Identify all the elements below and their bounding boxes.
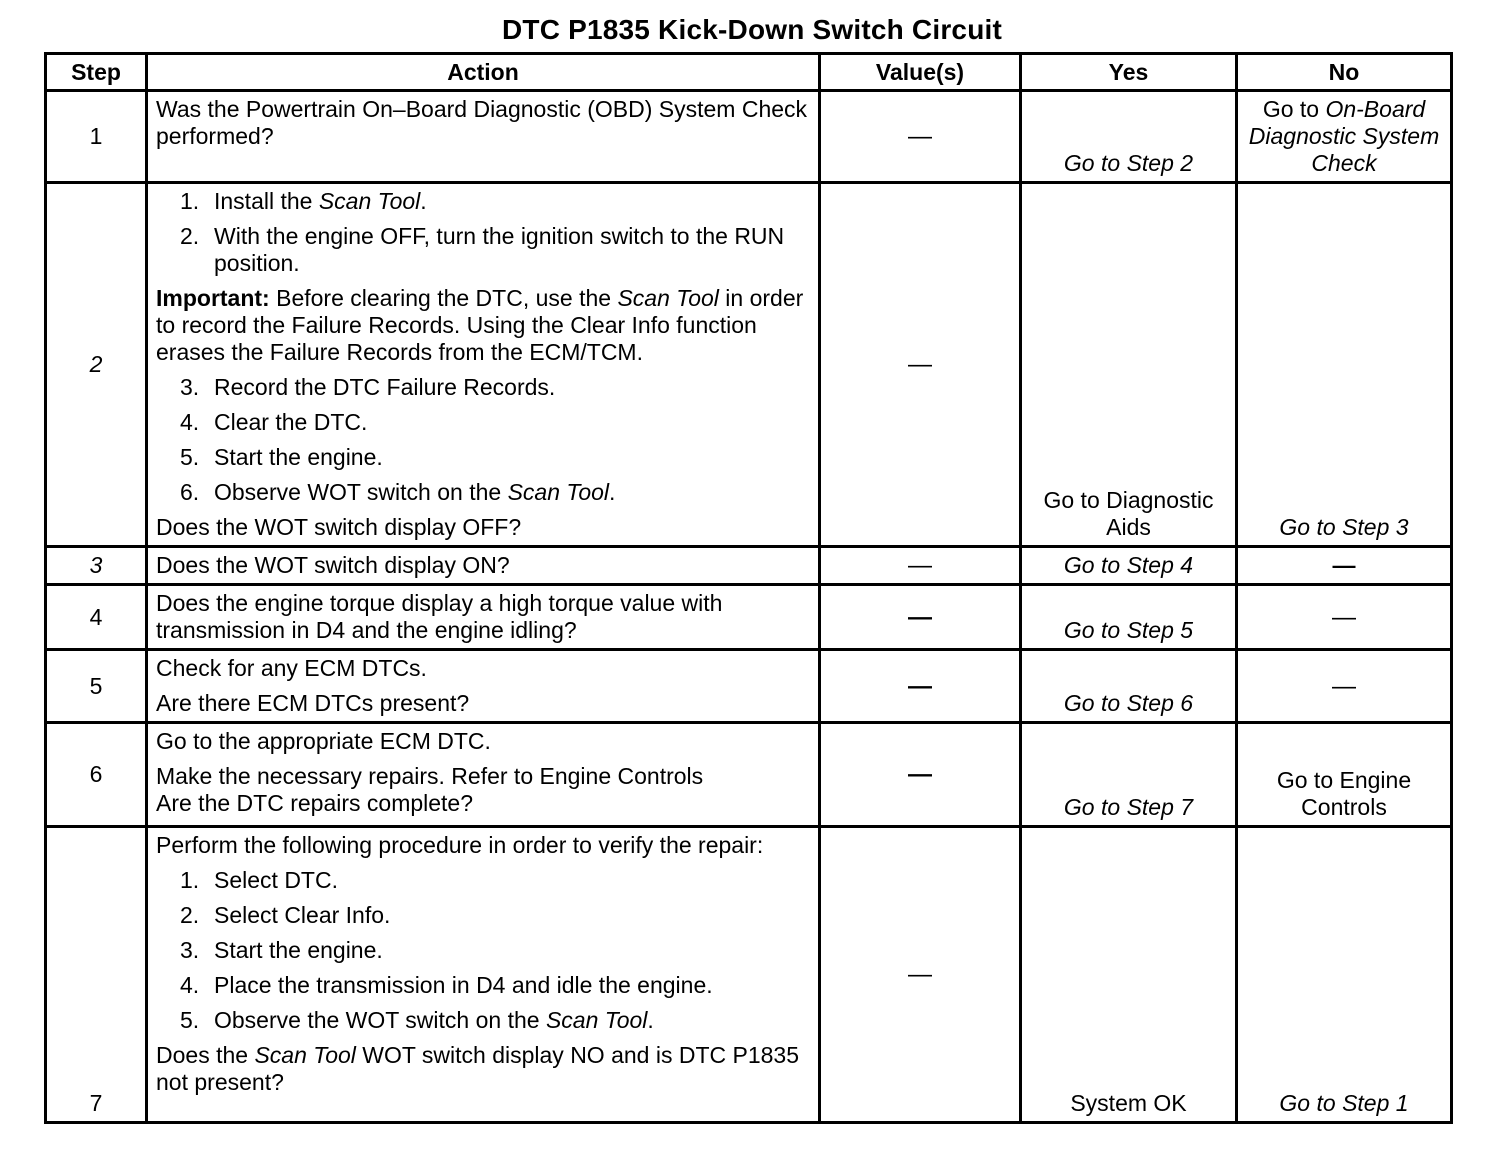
action-question: Does the WOT switch display OFF? xyxy=(156,514,522,540)
yes-cell: Go to Step 6 xyxy=(1021,650,1237,723)
yes-cell: Go to Step 5 xyxy=(1021,585,1237,650)
value-cell: — xyxy=(820,723,1021,827)
action-cell xyxy=(147,91,820,183)
step-number: 1 xyxy=(46,91,147,183)
table-row xyxy=(46,650,1452,723)
step-number: 3 xyxy=(46,547,147,585)
step-number: 6 xyxy=(46,723,147,827)
yes-cell: Go to Step 7 xyxy=(1021,723,1237,827)
action-cell xyxy=(147,723,820,827)
procedure-step: 5. Observe the WOT switch on the Scan Tool. xyxy=(180,1007,654,1033)
important-note: Important: Before clearing the DTC, use the Scan Tool in order to record the Failure Records. Using the Clear Info function erases the Failure Records from the ECM/TCM. xyxy=(156,285,804,365)
action-cell xyxy=(147,827,820,1123)
action-cell xyxy=(147,650,820,723)
action-question: Was the Powertrain On–Board Diagnostic (OBD) System Check performed? xyxy=(156,96,808,149)
no-prefix: Go to xyxy=(1262,96,1326,122)
step-number: 4 xyxy=(46,585,147,650)
procedure-step: 2. With the engine OFF, turn the ignition switch to the RUN position. xyxy=(180,223,785,276)
action-question: Does the Scan Tool WOT switch display NO and is DTC P1835 not present? xyxy=(156,1042,800,1095)
value-cell: — xyxy=(820,650,1021,723)
no-cell: Go to Engine Controls xyxy=(1237,723,1452,827)
action-text: Check for any ECM DTCs. xyxy=(156,655,427,681)
no-cell xyxy=(1237,91,1452,183)
table-row xyxy=(46,723,1452,827)
table-row xyxy=(46,585,1452,650)
action-question: Are there ECM DTCs present? xyxy=(156,690,470,716)
header-yes: Yes xyxy=(1021,54,1237,91)
step-number: 5 xyxy=(46,650,147,723)
table-row xyxy=(46,91,1452,183)
no-cell: — xyxy=(1237,585,1452,650)
action-question: Does the engine torque display a high torque value with transmission in D4 and the engine idling? xyxy=(156,590,723,643)
step-number: 7 xyxy=(46,827,147,1123)
diagnostic-table xyxy=(44,52,1453,1124)
yes-cell: Go to Step 4 xyxy=(1021,547,1237,585)
table-row xyxy=(46,183,1452,547)
no-cell: Go to Step 1 xyxy=(1237,827,1452,1123)
no-cell: — xyxy=(1237,547,1452,585)
procedure-step: 3. Record the DTC Failure Records. xyxy=(180,374,556,400)
yes-cell: System OK xyxy=(1021,827,1237,1123)
procedure-step: 1. Select DTC. xyxy=(180,867,338,893)
value-cell: — xyxy=(820,91,1021,183)
procedure-step: 4. Place the transmission in D4 and idle the engine. xyxy=(180,972,713,998)
action-question: Are the DTC repairs complete? xyxy=(156,790,474,816)
action-cell xyxy=(147,183,820,547)
action-text: Make the necessary repairs. Refer to Engine Controls xyxy=(156,763,704,789)
yes-cell: Go to Diagnostic Aids xyxy=(1021,183,1237,547)
action-cell xyxy=(147,547,820,585)
step-number: 2 xyxy=(46,183,147,547)
table-header-row xyxy=(46,54,1452,91)
no-link-text: On-Board Diagnostic System Check xyxy=(1248,96,1440,176)
table-row xyxy=(46,547,1452,585)
no-cell: — xyxy=(1237,650,1452,723)
value-cell: — xyxy=(820,827,1021,1123)
procedure-step: 6. Observe WOT switch on the Scan Tool. xyxy=(180,479,616,505)
header-action: Action xyxy=(147,54,820,91)
procedure-list xyxy=(156,188,810,277)
action-cell xyxy=(147,585,820,650)
action-text: Go to the appropriate ECM DTC. xyxy=(156,728,491,754)
table-row xyxy=(46,827,1452,1123)
header-no: No xyxy=(1237,54,1452,91)
no-cell: Go to Step 3 xyxy=(1237,183,1452,547)
procedure-step: 2. Select Clear Info. xyxy=(180,902,391,928)
yes-cell: Go to Step 2 xyxy=(1021,91,1237,183)
procedure-step: 5. Start the engine. xyxy=(180,444,383,470)
procedure-list xyxy=(156,374,810,506)
value-cell: — xyxy=(820,585,1021,650)
procedure-list xyxy=(156,867,810,1034)
value-cell: — xyxy=(820,183,1021,547)
document-title: DTC P1835 Kick-Down Switch Circuit xyxy=(501,14,1002,45)
header-values: Value(s) xyxy=(820,54,1021,91)
procedure-step: 4. Clear the DTC. xyxy=(180,409,368,435)
action-text: Perform the following procedure in order to verify the repair: xyxy=(156,832,764,858)
header-step: Step xyxy=(46,54,147,91)
procedure-step: 1. Install the Scan Tool. xyxy=(180,188,427,214)
action-question: Does the WOT switch display ON? xyxy=(156,552,510,578)
procedure-step: 3. Start the engine. xyxy=(180,937,383,963)
value-cell: — xyxy=(820,547,1021,585)
